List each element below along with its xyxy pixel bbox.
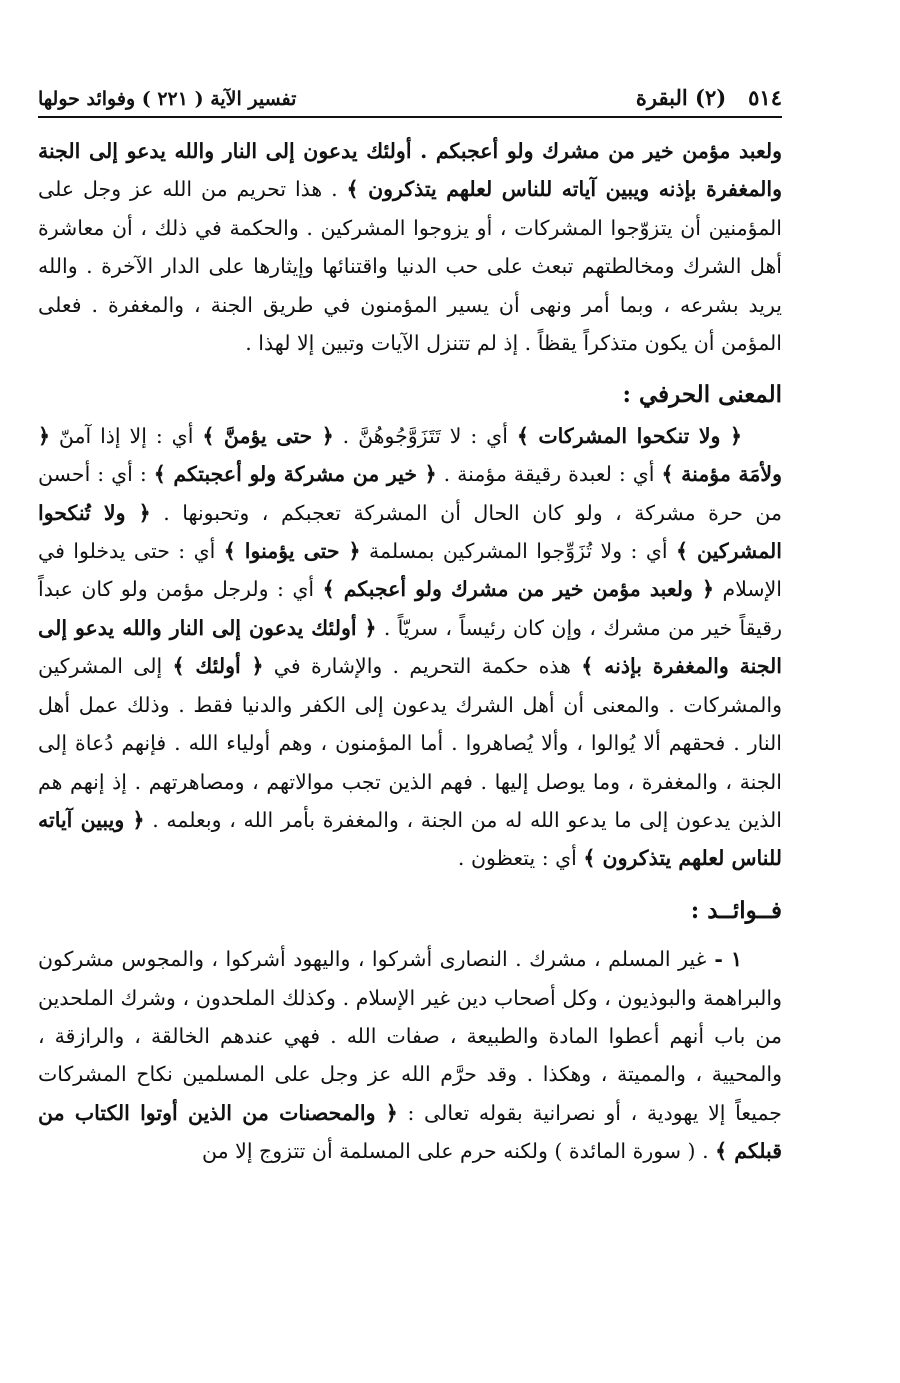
explanation-text: غير المسلم ، مشرك . النصارى أشركوا ، واليهود أشركوا ، والمجوس مشركون والبراهمة والبوذيون ، وكل أصحاب دين غير الإسلام . وكذلك الملحدون ، وشرك الملحدين من باب أنهم أعطوا المادة والطبيعة ، صفات الله . فهي عندهم الخالقة ، والرازقة ، والمحيية ، والمميتة ، وهكذا . وقد حرَّم الله عز وجل على المسلمين نكاح المشركات جميعاً إلا يهودية ، أو نصرانية بقوله تعالى : <box>38 947 782 1125</box>
page-number: ٥١٤ <box>748 85 782 110</box>
explanation-text: أي : إلا إذا آمنّ <box>50 423 203 448</box>
verse-quote: ﴿ ولأمَة مؤمنة ﴾ <box>38 423 782 487</box>
verse-quote: ﴿ ولا تُنكحوا المشركين ﴾ <box>38 500 782 564</box>
literal-meaning-paragraph <box>38 417 782 878</box>
verse-quote: ﴿ أولئك ﴾ <box>172 654 264 679</box>
explanation-text: أي : حتى يدخلوا في الإسلام <box>38 539 782 602</box>
verse-quote: ﴿ أولئك يدعون إلى النار والله يدعو إلى الجنة والمغفرة بإذنه ﴾ <box>38 615 782 679</box>
explanation-text: أي : يتعظون . <box>457 846 584 871</box>
header-right-group <box>636 85 782 110</box>
explanation-text: . ( سورة المائدة ) ولكنه حرم على المسلمة أن تتزوج إلا من <box>202 1139 716 1164</box>
verse-quote: ﴿ خير من مشركة ولو أعجبتكم ﴾ <box>153 462 437 487</box>
explanation-text: : أي : أحسن من حرة مشركة ، ولو كان الحال أن المشركة تعجبكم ، وتحبونها . <box>38 462 782 525</box>
benefit-number: ١ - <box>706 947 742 972</box>
explanation-text: أي : ولا تُزَوِّجوا المشركين بمسلمة <box>360 539 676 564</box>
benefit-paragraph-1 <box>38 940 782 1170</box>
section-title: تفسير الآية ( ٢٢١ ) وفوائد حولها <box>38 88 297 110</box>
verse-quote: ﴿ ولعبد مؤمن خير من مشرك ولو أعجبكم ﴾ <box>322 577 714 602</box>
verse-quote: ﴿ ولا تنكحوا المشركات ﴾ <box>516 423 742 448</box>
explanation-text: أي : لعبدة رقيقة مؤمنة . <box>436 462 662 487</box>
explanation-text: إلى المشركين والمشركات . والمعنى أن أهل الشرك يدعون إلى الكفر والدنيا فقط . وذلك عمل أهل النار . فحقهم ألا يُوالوا ، وألا يُصاهروا . أما المؤمنون ، وهم أولياء الله . فإنهم دُعاة إلى الجنة ، والمغفرة ، وما يوصل إليها . فهم الذين تجب موالاتهم ، ومصاهرتهم . إذ إنهم هم الذين يدعون إلى ما يدعو الله له من الجنة ، والمغفرة بأمر الله ، وبعلمه . <box>38 654 782 832</box>
verse-quote: ولعبد مؤمن خير من مشرك ولو أعجبكم . أولئك يدعون إلى النار والله يدعو إلى الجنة والمغفرة بإذنه ويبين آياته للناس لعلهم يتذكرون ﴾ <box>38 139 783 202</box>
verse-quote: ﴿ حتى يؤمنَّ ﴾ <box>202 423 334 448</box>
verse-quote: ﴿ حتى يؤمنوا ﴾ <box>223 539 361 564</box>
explanation-text: أي : ولرجل مؤمن ولو كان عبداً رقيقاً خير من مشرك ، وإن كان رئيساً ، سريّاً . <box>38 577 782 640</box>
intro-paragraph <box>38 132 782 362</box>
explanation-text: . هذا تحريم من الله عز وجل على المؤمنين أن يتزوّجوا المشركات ، أو يزوجوا المشركين . والحكمة في ذلك ، أن معاشرة أهل الشرك ومخالطتهم تبعث على حب الدنيا واقتنائها وإيثارها على الدار الآخرة . والله يريد بشرعه ، وبما أمر ونهى أن يسير المؤمنون في طريق الجنة ، والمغفرة . فعلى المؤمن أن يكون متذكراً يقظاً . إذ لم تتنزل الآيات وتبين إلا لهذا . <box>38 177 782 356</box>
chapter-label: (٢) البقرة <box>635 85 727 110</box>
explanation-text: هذه حكمة التحريم . والإشارة في <box>263 654 582 679</box>
page-header <box>38 78 782 118</box>
verse-quote: ﴿ والمحصنات من الذين أوتوا الكتاب من قبلكم ﴾ <box>38 1100 782 1164</box>
verse-quote: ﴿ ويبين آياته للناس لعلهم يتذكرون ﴾ <box>38 807 782 871</box>
page-body <box>38 132 782 1171</box>
literal-meaning-heading: المعنى الحرفي : <box>622 381 782 409</box>
explanation-text: أي : لا تَتَزَوَّجُوهُنَّ . <box>333 423 517 448</box>
benefits-heading: فــوائــد : <box>690 896 782 924</box>
